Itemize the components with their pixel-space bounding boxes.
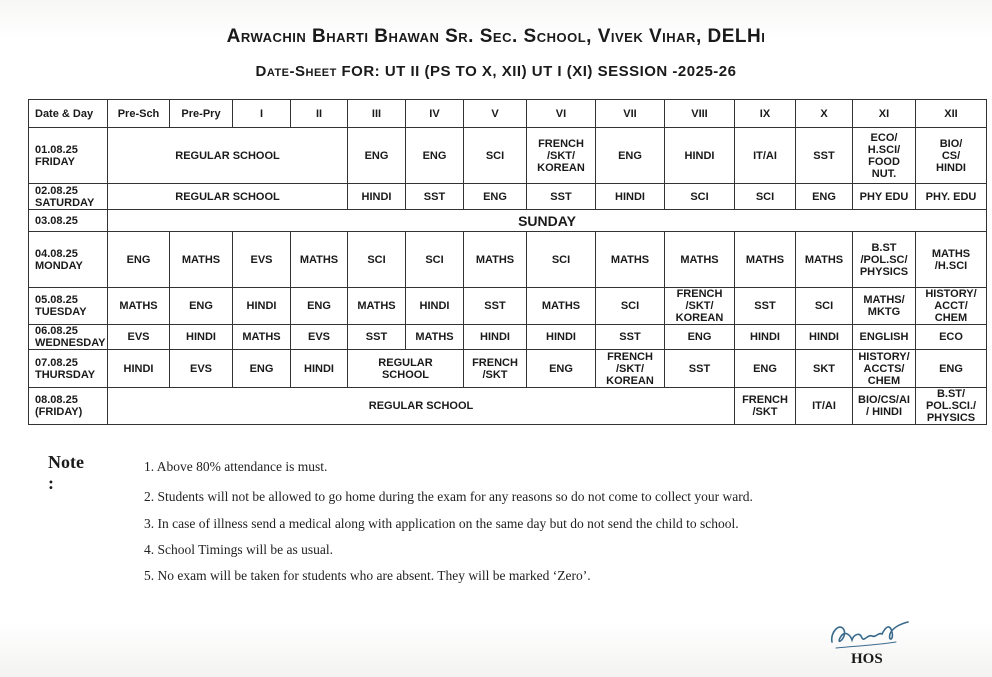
subject-cell: PHY EDU — [853, 184, 916, 210]
subject-cell: SST — [464, 288, 527, 325]
subject-cell: HISTORY/ ACCT/ CHEM — [916, 288, 987, 325]
table-row — [29, 210, 987, 232]
subject-cell: ENG — [665, 325, 735, 350]
column-header: X — [796, 100, 853, 128]
subject-cell: SST — [527, 184, 596, 210]
table-row — [29, 288, 987, 325]
subject-cell: MATHS — [170, 232, 233, 288]
column-header: Pre-Pry — [170, 100, 233, 128]
note-item: 5. No exam will be taken for students who are absent. They will be marked ‘Zero’. — [144, 568, 591, 583]
subject-cell: REGULAR SCHOOL — [108, 388, 735, 425]
subject-cell: FRENCH /SKT — [735, 388, 796, 425]
subject-cell: HINDI — [348, 184, 406, 210]
header-row — [29, 100, 987, 128]
datesheet-table — [28, 99, 987, 425]
subject-cell: EVS — [108, 325, 170, 350]
column-header: VI — [527, 100, 596, 128]
subject-cell: EVS — [170, 350, 233, 388]
date-cell: 01.08.25 FRIDAY — [29, 128, 108, 184]
subject-cell: HINDI — [291, 350, 348, 388]
subject-cell: SCI — [665, 184, 735, 210]
note-heading: Note : — [48, 452, 84, 493]
subject-cell: ECO — [916, 325, 987, 350]
subject-cell: MATHS — [735, 232, 796, 288]
subject-cell: MATHS — [108, 288, 170, 325]
table-row — [29, 325, 987, 350]
table-row — [29, 128, 987, 184]
subject-cell: ECO/ H.SCI/ FOOD NUT. — [853, 128, 916, 184]
subject-cell: ENG — [291, 288, 348, 325]
subject-cell: MATHS — [527, 288, 596, 325]
subject-cell: SST — [735, 288, 796, 325]
subject-cell: MATHS — [596, 232, 665, 288]
column-header: IX — [735, 100, 796, 128]
subject-cell: HINDI — [406, 288, 464, 325]
subject-cell: ENG — [233, 350, 291, 388]
subject-cell: SKT — [796, 350, 853, 388]
subject-cell: MATHS/ MKTG — [853, 288, 916, 325]
subject-cell: FRENCH /SKT/ KOREAN — [527, 128, 596, 184]
subject-cell: HINDI — [233, 288, 291, 325]
date-cell: 03.08.25 — [29, 210, 108, 232]
subject-cell: ENG — [916, 350, 987, 388]
subject-cell: MATHS — [291, 232, 348, 288]
subject-cell: BIO/ CS/ HINDI — [916, 128, 987, 184]
subject-cell: SCI — [406, 232, 464, 288]
date-cell: 04.08.25 MONDAY — [29, 232, 108, 288]
subject-cell: MATHS — [406, 325, 464, 350]
subject-cell: ENG — [735, 350, 796, 388]
column-header: V — [464, 100, 527, 128]
datesheet-subtitle: Date-Sheet FOR: UT II (PS TO X, XII) UT I (XI) SESSION -2025-26 — [255, 63, 737, 80]
subject-cell: ENG — [796, 184, 853, 210]
subject-cell: ENG — [170, 288, 233, 325]
date-cell: 06.08.25 WEDNESDAY — [29, 325, 108, 350]
subject-cell: REGULAR SCHOOL — [108, 128, 348, 184]
note-item: 4. School Timings will be as usual. — [144, 542, 334, 557]
subject-cell: SST — [796, 128, 853, 184]
subject-cell: HINDI — [596, 184, 665, 210]
subject-cell: PHY. EDU — [916, 184, 987, 210]
subject-cell: SST — [665, 350, 735, 388]
subject-cell: EVS — [291, 325, 348, 350]
subject-cell: HINDI — [108, 350, 170, 388]
subject-cell: SCI — [464, 128, 527, 184]
subject-cell: ENG — [527, 350, 596, 388]
table-row — [29, 350, 987, 388]
subject-cell: MATHS — [233, 325, 291, 350]
column-header: XI — [853, 100, 916, 128]
subject-cell: MATHS — [665, 232, 735, 288]
subject-cell: MATHS — [464, 232, 527, 288]
table-row — [29, 184, 987, 210]
subject-cell: SCI — [348, 232, 406, 288]
subject-cell: IT/AI — [735, 128, 796, 184]
subject-cell: ENG — [464, 184, 527, 210]
subject-cell: EVS — [233, 232, 291, 288]
subject-cell: HINDI — [665, 128, 735, 184]
column-header: VIII — [665, 100, 735, 128]
signature-mark — [826, 612, 916, 652]
table-row — [29, 388, 987, 425]
column-header: XII — [916, 100, 987, 128]
subject-cell: HISTORY/ ACCTS/ CHEM — [853, 350, 916, 388]
column-header: II — [291, 100, 348, 128]
school-name: Arwachin Bharti Bhawan Sr. Sec. School, Vivek Vihar, DELHi — [226, 26, 766, 47]
subject-cell: HINDI — [170, 325, 233, 350]
note-item: 1. Above 80% attendance is must. — [144, 459, 328, 474]
subject-cell: ENG — [406, 128, 464, 184]
date-cell: 07.08.25 THURSDAY — [29, 350, 108, 388]
note-item: 3. In case of illness send a medical along with application on the same day but do not send the child to school. — [144, 516, 739, 531]
column-header: I — [233, 100, 291, 128]
subject-cell: SST — [348, 325, 406, 350]
note-item: 2. Students will not be allowed to go home during the exam for any reasons so do not come to collect your ward. — [144, 489, 753, 504]
subject-cell: REGULAR SCHOOL — [108, 184, 348, 210]
subject-cell: IT/AI — [796, 388, 853, 425]
hos-label: HOS — [851, 651, 883, 667]
column-header: VII — [596, 100, 665, 128]
subject-cell: ENG — [108, 232, 170, 288]
column-header: III — [348, 100, 406, 128]
subject-cell: HINDI — [735, 325, 796, 350]
subject-cell: ENG — [348, 128, 406, 184]
subject-cell: MATHS /H.SCI — [916, 232, 987, 288]
subject-cell: FRENCH /SKT/ KOREAN — [596, 350, 665, 388]
subject-cell: FRENCH /SKT — [464, 350, 527, 388]
subject-cell: SCI — [796, 288, 853, 325]
table-row — [29, 232, 987, 288]
subject-cell: B.ST/ POL.SCI./ PHYSICS — [916, 388, 987, 425]
subject-cell: HINDI — [464, 325, 527, 350]
subject-cell: BIO/CS/AI / HINDI — [853, 388, 916, 425]
date-cell: 02.08.25 SATURDAY — [29, 184, 108, 210]
date-cell: 08.08.25 (FRIDAY) — [29, 388, 108, 425]
holiday-cell: SUNDAY — [108, 210, 987, 232]
subject-cell: REGULAR SCHOOL — [348, 350, 464, 388]
subject-cell: B.ST /POL.SC/ PHYSICS — [853, 232, 916, 288]
subject-cell: SST — [406, 184, 464, 210]
column-header: Date & Day — [29, 100, 108, 128]
subject-cell: FRENCH /SKT/ KOREAN — [665, 288, 735, 325]
column-header: IV — [406, 100, 464, 128]
column-header: Pre-Sch — [108, 100, 170, 128]
subject-cell: HINDI — [796, 325, 853, 350]
subject-cell: MATHS — [348, 288, 406, 325]
subject-cell: ENGLISH — [853, 325, 916, 350]
subject-cell: ENG — [596, 128, 665, 184]
subject-cell: SCI — [735, 184, 796, 210]
date-cell: 05.08.25 TUESDAY — [29, 288, 108, 325]
subject-cell: SST — [596, 325, 665, 350]
subject-cell: HINDI — [527, 325, 596, 350]
subject-cell: MATHS — [796, 232, 853, 288]
subject-cell: SCI — [527, 232, 596, 288]
subject-cell: SCI — [596, 288, 665, 325]
